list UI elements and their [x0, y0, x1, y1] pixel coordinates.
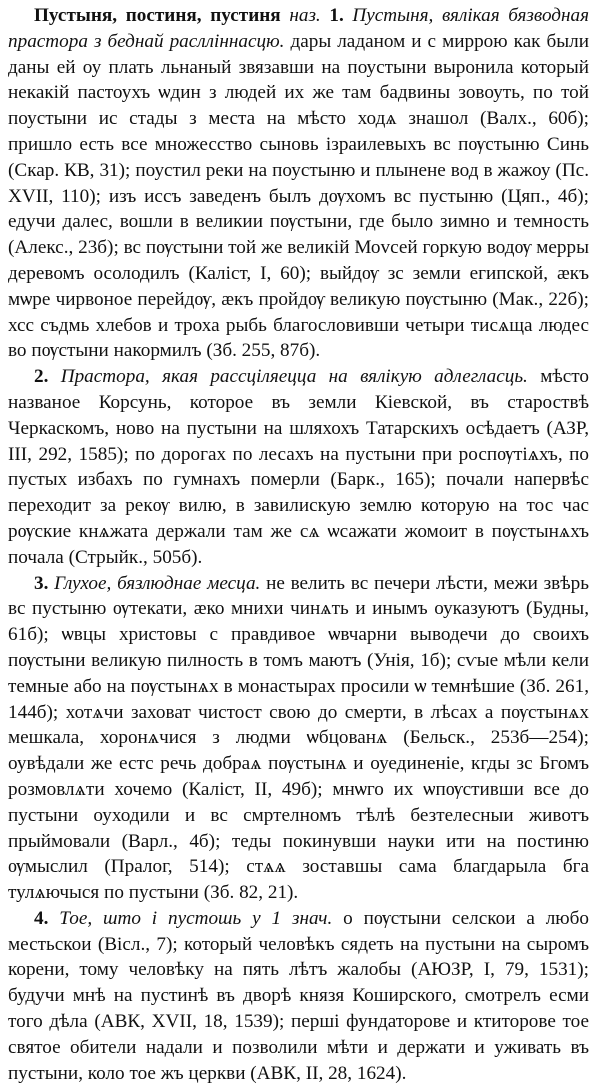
sense-definition: Тое, што і пустошь у 1 знач.	[59, 907, 333, 929]
sense-number: 2.	[34, 366, 49, 388]
part-of-speech: наз.	[289, 5, 321, 26]
headword: Пустыня, постиня, пустиня	[34, 5, 281, 26]
sense-quotations: мѣсто названое Корсунь, которое въ земли Кіевской, въ староствѣ Черкаскомъ, ново на пустыни на шляхохъ Татарскихъ осѣдаетъ (АЗР, III, 292, 1585); по дорогах по лесахъ на пустыни при роспѹтіѧхъ, по пустых избахъ по гумнахъ померли (Барк., 165); почали напервѣс переходит за рекѹ вилю, в завилискую землю которую на тос час рѹские кнѧжата держали там же сѧ ѡсажати жомоит в пѹстынѧхъ почала (Стрыйк., 505б).	[8, 366, 589, 568]
sense-number: 4.	[34, 907, 49, 929]
sense-quotations: дары ладаном и с миррою как были даны ей оу плать льнаный звязавши на поустыни выронила который некакій пастоухъ ѡдин з людей их же там бадвины зовоуть, по той поустыни ис стады з места на мѣсто ходѧ знашол (Валх., 60б); пришло есть все множесство сыновь ізраилевыхъ вс пѹстыню Синь (Скар. КВ, 31); поустил реки на поустыню и плынене вод в жажоу (Пс. XVII, 110); изъ иссъ заведенъ былъ дѹхомъ вс пустыню (Цяп., 4б); едучи далес, вошли в великии пѹстыни, где было зимно и темность (Алекс., 23б); вс пѹстыни той же великій Моvсей горкую водѹ мерры деревомъ осолодилъ (Калiст, I, 60); выйдѹ зс земли египской, ӕкъ мѡре чирвоное перейдѹ, ӕкъ пройдѹ великую пѹстыню (Мак., 22б); хсс съдмь хлебов и троха рыбь благословивши четыри тисѧща людес во пѹстыни накормилъ (Зб. 255, 87б).	[8, 30, 590, 362]
sense-definition: Пустыня, вялікая бязводная прастора з беднай раслліннасцю.	[8, 5, 590, 52]
sense-quotations: не велить вс печери лѣсти, межи звѣрь вс пустыню ѹтекати, ӕко мнихи чинѧть и инымъ оуказуютъ (Будны, 61б); ѡвцы христовы с правдивое ѡвчарни выводечи до своихъ пѹстыни великую пилность в томъ маютъ (Унія, 1б); сѵые мѣли кели темные або на пѹстынѧх в монастырах просили ѡ темнѣшие (Зб. 261, 144б); хотѧчи заховат чистост свою до смерти, в лѣсах а пѹстынѧх мешкала, хоронѧчися з людми ѡбцованѧ (Бельск., 253б—254); оувѣдали же естс речь добраѧ пѹстынѧ и оуединеніе, кгды зс Бгомъ розмовлѧти хочемо (Калiст, II, 49б); мнѡго их ѡпѹстивши все до пустыни оуходили и вс смртелномъ тѣлѣ безтелесныи животъ прыймовали (Варл., 4б); теды покинувши науки ити на постиню ѹмыслил (Пралог, 514); стѧѧ зоставшы сама благдарыла бга тулѧючыся по пустыни (Зб. 82, 21).	[8, 572, 589, 904]
sense-definition: Глухое, бязлюднае месца.	[54, 572, 261, 594]
dictionary-entry-sense-2	[8, 364, 589, 570]
dictionary-entry-sense-1	[8, 3, 589, 364]
sense-number: 3.	[34, 572, 49, 594]
sense-definition: Прастора, якая рассціляецца на вялікую адлегласць.	[60, 366, 528, 388]
sense-quotations: о пѹстыни селскои а любо местьскои (Вісл., 7); который человѣкъ сядеть на пустыни на сыромъ корени, тому человѣку на пять лѣтъ жалобы (АЮЗР, I, 79, 1531); будучи мнѣ на пустинѣ въ дворѣ князя Коширского, смотрелъ есми того дѣла (АВК, XVII, 18, 1539); перші фундаторове и ктиторове тое святое обители надали и позволили мѣти и держати и уживать въ пустыни, коло тое жъ церкви (АВК, II, 28, 1624).	[8, 907, 589, 1084]
sense-number: 1.	[329, 5, 344, 26]
dictionary-entry-sense-4	[8, 906, 589, 1086]
dictionary-entry-sense-3	[8, 571, 589, 906]
